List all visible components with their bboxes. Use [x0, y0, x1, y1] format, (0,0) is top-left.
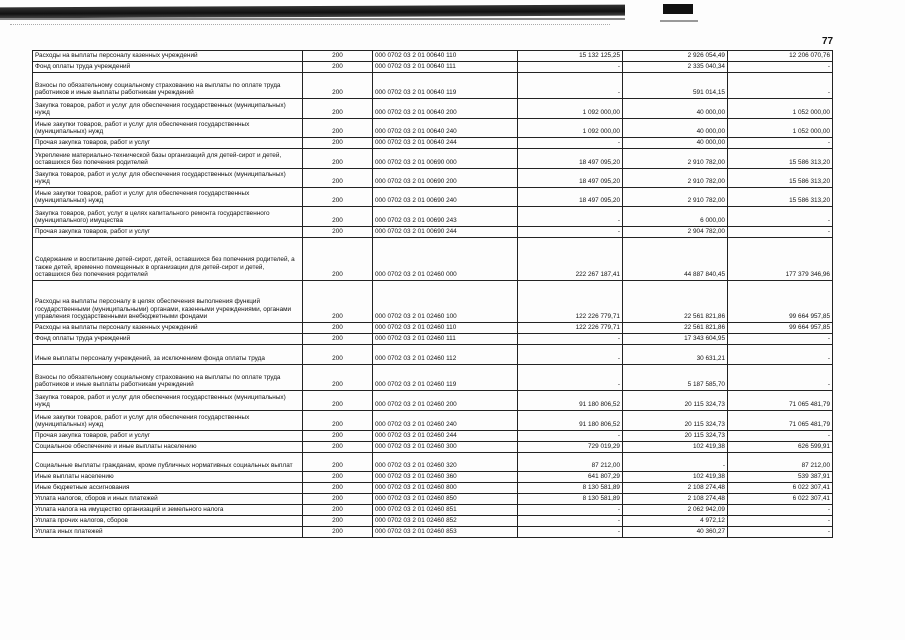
table-row: [33, 442, 833, 453]
row-classification: 000 0702 03 2 01 02460 200: [373, 391, 518, 411]
row-value-1: 222 267 187,41: [518, 238, 623, 281]
row-value-2: 5 187 585,70: [623, 365, 728, 391]
row-name: Уплата прочих налогов, сборов: [33, 516, 303, 527]
row-name: Закупка товаров, работ и услуг для обеспечения государственных (муниципальных) нужд: [33, 391, 303, 411]
table-row: [33, 483, 833, 494]
row-name: Иные закупки товаров, работ и услуг для обеспечения государственных (муниципальных) нужд: [33, 188, 303, 207]
row-value-1: 91 180 806,52: [518, 411, 623, 431]
row-code: 200: [303, 62, 373, 73]
row-name: Иные закупки товаров, работ и услуг для обеспечения государственных (муниципальных) нужд: [33, 411, 303, 431]
row-code: 200: [303, 527, 373, 538]
page-number: 77: [822, 36, 834, 47]
row-value-2: 2 910 782,00: [623, 169, 728, 188]
row-value-3: 15 586 313,20: [728, 149, 833, 169]
row-classification: 000 0702 03 2 01 00640 119: [373, 73, 518, 99]
row-classification: 000 0702 03 2 01 02460 320: [373, 453, 518, 472]
row-value-2: 6 000,00: [623, 207, 728, 227]
row-code: 200: [303, 516, 373, 527]
row-value-3: -: [728, 527, 833, 538]
row-name: Социальные выплаты гражданам, кроме публичных нормативных социальных выплат: [33, 453, 303, 472]
table-row: [33, 527, 833, 538]
row-classification: 000 0702 03 2 01 02460 300: [373, 442, 518, 453]
row-classification: 000 0702 03 2 01 00690 244: [373, 227, 518, 238]
row-value-3: 12 206 070,76: [728, 51, 833, 62]
row-classification: 000 0702 03 2 01 02460 119: [373, 365, 518, 391]
scan-artifact-block: [663, 4, 693, 14]
table-row: [33, 411, 833, 431]
row-value-2: 2 108 274,48: [623, 483, 728, 494]
row-value-2: 2 904 782,00: [623, 227, 728, 238]
row-value-1: -: [518, 227, 623, 238]
row-value-1: -: [518, 207, 623, 227]
row-value-1: -: [518, 62, 623, 73]
row-name: Уплата налога на имущество организаций и земельного налога: [33, 505, 303, 516]
row-name: Закупка товаров, работ и услуг для обеспечения государственных (муниципальных) нужд: [33, 169, 303, 188]
row-name: Прочая закупка товаров, работ и услуг: [33, 227, 303, 238]
table-row: [33, 494, 833, 505]
row-value-1: 8 130 581,89: [518, 494, 623, 505]
row-value-2: 30 631,21: [623, 345, 728, 365]
row-code: 200: [303, 238, 373, 281]
table-row: [33, 207, 833, 227]
row-value-3: 1 052 000,00: [728, 119, 833, 138]
row-value-1: -: [518, 334, 623, 345]
row-value-2: 22 561 821,86: [623, 323, 728, 334]
row-value-2: 44 887 840,45: [623, 238, 728, 281]
row-value-1: -: [518, 431, 623, 442]
row-value-3: -: [728, 505, 833, 516]
row-value-2: 591 014,15: [623, 73, 728, 99]
row-value-2: 2 910 782,00: [623, 149, 728, 169]
row-classification: 000 0702 03 2 01 00690 243: [373, 207, 518, 227]
row-value-1: 18 497 095,20: [518, 188, 623, 207]
row-classification: 000 0702 03 2 01 02460 851: [373, 505, 518, 516]
row-value-3: 15 586 313,20: [728, 169, 833, 188]
row-code: 200: [303, 453, 373, 472]
row-value-2: 4 972,12: [623, 516, 728, 527]
row-value-2: 40 360,27: [623, 527, 728, 538]
row-classification: 000 0702 03 2 01 02460 110: [373, 323, 518, 334]
row-value-1: -: [518, 516, 623, 527]
row-name: Закупка товаров, работ и услуг для обеспечения государственных (муниципальных) нужд: [33, 99, 303, 119]
row-code: 200: [303, 431, 373, 442]
row-code: 200: [303, 99, 373, 119]
row-value-2: 40 000,00: [623, 99, 728, 119]
row-value-3: -: [728, 345, 833, 365]
row-value-2: 17 343 604,95: [623, 334, 728, 345]
row-value-1: 87 212,00: [518, 453, 623, 472]
table-row: [33, 334, 833, 345]
table-row: [33, 238, 833, 281]
table-row: [33, 365, 833, 391]
row-value-1: 729 019,29: [518, 442, 623, 453]
row-name: Расходы на выплаты персоналу казенных учреждений: [33, 323, 303, 334]
row-value-1: 18 497 095,20: [518, 169, 623, 188]
row-classification: 000 0702 03 2 01 00640 110: [373, 51, 518, 62]
row-code: 200: [303, 323, 373, 334]
row-name: Фонд оплаты труда учреждений: [33, 334, 303, 345]
expense-table: [32, 50, 833, 538]
row-value-1: -: [518, 527, 623, 538]
row-value-3: 1 052 000,00: [728, 99, 833, 119]
row-value-2: 2 910 782,00: [623, 188, 728, 207]
row-code: 200: [303, 505, 373, 516]
table-row: [33, 138, 833, 149]
row-name: Иные выплаты населению: [33, 472, 303, 483]
row-value-3: 99 664 957,85: [728, 281, 833, 323]
row-code: 200: [303, 345, 373, 365]
row-classification: 000 0702 03 2 01 00690 240: [373, 188, 518, 207]
table-row: [33, 73, 833, 99]
row-value-2: 102 419,38: [623, 472, 728, 483]
row-value-3: 6 022 307,41: [728, 483, 833, 494]
table-row: [33, 281, 833, 323]
row-code: 200: [303, 334, 373, 345]
row-classification: 000 0702 03 2 01 00640 240: [373, 119, 518, 138]
row-value-3: -: [728, 516, 833, 527]
row-classification: 000 0702 03 2 01 02460 111: [373, 334, 518, 345]
row-value-2: -: [623, 453, 728, 472]
row-value-2: 2 335 040,34: [623, 62, 728, 73]
row-value-3: 71 065 481,79: [728, 411, 833, 431]
row-value-1: 641 807,29: [518, 472, 623, 483]
row-value-1: -: [518, 345, 623, 365]
row-value-1: -: [518, 365, 623, 391]
table-row: [33, 51, 833, 62]
row-classification: 000 0702 03 2 01 02460 800: [373, 483, 518, 494]
table-row: [33, 149, 833, 169]
row-code: 200: [303, 138, 373, 149]
row-name: Прочая закупка товаров, работ и услуг: [33, 431, 303, 442]
row-classification: 000 0702 03 2 01 00640 111: [373, 62, 518, 73]
scan-artifact-dash: [660, 20, 698, 22]
table-row: [33, 505, 833, 516]
table-row: [33, 453, 833, 472]
row-classification: 000 0702 03 2 01 00640 244: [373, 138, 518, 149]
row-code: 200: [303, 149, 373, 169]
table-row: [33, 391, 833, 411]
row-value-2: 2 062 942,09: [623, 505, 728, 516]
row-classification: 000 0702 03 2 01 02460 240: [373, 411, 518, 431]
table-row: [33, 188, 833, 207]
row-name: Расходы на выплаты персоналу казенных учреждений: [33, 51, 303, 62]
table-row: [33, 472, 833, 483]
row-code: 200: [303, 442, 373, 453]
row-value-2: 20 115 324,73: [623, 391, 728, 411]
row-name: Уплата налогов, сборов и иных платежей: [33, 494, 303, 505]
row-name: Иные выплаты персоналу учреждений, за исключением фонда оплаты труда: [33, 345, 303, 365]
row-name: Расходы на выплаты персоналу в целях обеспечения выполнения функций государственными (муниципальными) органами, казенными учреждениями, органами управления государственными внебюджетными фондами: [33, 281, 303, 323]
row-value-3: 71 065 481,79: [728, 391, 833, 411]
table-row: [33, 99, 833, 119]
row-name: Иные закупки товаров, работ и услуг для обеспечения государственных (муниципальных) нужд: [33, 119, 303, 138]
row-value-2: 20 115 324,73: [623, 411, 728, 431]
row-value-3: -: [728, 73, 833, 99]
row-code: 200: [303, 51, 373, 62]
row-code: 200: [303, 472, 373, 483]
row-value-3: -: [728, 334, 833, 345]
row-value-2: 102 419,38: [623, 442, 728, 453]
row-name: Закупка товаров, работ, услуг в целях капитального ремонта государственного (муниципального) имущества: [33, 207, 303, 227]
row-value-3: -: [728, 365, 833, 391]
row-code: 200: [303, 207, 373, 227]
row-value-3: 87 212,00: [728, 453, 833, 472]
row-code: 200: [303, 227, 373, 238]
row-value-3: -: [728, 138, 833, 149]
row-name: Прочая закупка товаров, работ и услуг: [33, 138, 303, 149]
row-value-2: 20 115 324,73: [623, 431, 728, 442]
row-value-1: 15 132 125,25: [518, 51, 623, 62]
row-code: 200: [303, 169, 373, 188]
row-value-1: 122 226 779,71: [518, 281, 623, 323]
row-value-2: 40 000,00: [623, 119, 728, 138]
expense-table-body: [33, 51, 833, 538]
row-classification: 000 0702 03 2 01 02460 852: [373, 516, 518, 527]
row-name: Взносы по обязательному социальному страхованию на выплаты по оплате труда работников и иные выплаты работникам учреждений: [33, 73, 303, 99]
row-code: 200: [303, 281, 373, 323]
row-code: 200: [303, 391, 373, 411]
row-value-1: 1 092 000,00: [518, 119, 623, 138]
row-classification: 000 0702 03 2 01 02460 000: [373, 238, 518, 281]
row-classification: 000 0702 03 2 01 00690 000: [373, 149, 518, 169]
row-code: 200: [303, 73, 373, 99]
row-classification: 000 0702 03 2 01 02460 360: [373, 472, 518, 483]
row-name: Уплата иных платежей: [33, 527, 303, 538]
row-value-3: -: [728, 431, 833, 442]
row-value-1: 18 497 095,20: [518, 149, 623, 169]
row-value-1: 122 226 779,71: [518, 323, 623, 334]
row-classification: 000 0702 03 2 01 02460 112: [373, 345, 518, 365]
row-value-3: 539 387,91: [728, 472, 833, 483]
row-value-2: 40 000,00: [623, 138, 728, 149]
row-name: Содержание и воспитание детей-сирот, детей, оставшихся без попечения родителей, а также детей, временно помещенных в организации для детей-сирот и детей, оставшихся без попечения родителей: [33, 238, 303, 281]
scan-artifact-line: [0, 18, 625, 20]
row-code: 200: [303, 494, 373, 505]
row-value-3: -: [728, 207, 833, 227]
row-name: Социальное обеспечение и иные выплаты населению: [33, 442, 303, 453]
row-value-1: 8 130 581,89: [518, 483, 623, 494]
table-row: [33, 431, 833, 442]
row-classification: 000 0702 03 2 01 00640 200: [373, 99, 518, 119]
row-name: Иные бюджетные ассигнования: [33, 483, 303, 494]
row-value-3: 15 586 313,20: [728, 188, 833, 207]
table-row: [33, 227, 833, 238]
row-value-1: -: [518, 138, 623, 149]
row-value-3: -: [728, 227, 833, 238]
row-classification: 000 0702 03 2 01 02460 850: [373, 494, 518, 505]
row-name: Взносы по обязательному социальному страхованию на выплаты по оплате труда работников и иные выплаты работникам учреждений: [33, 365, 303, 391]
table-row: [33, 119, 833, 138]
row-value-3: 6 022 307,41: [728, 494, 833, 505]
row-value-1: 1 092 000,00: [518, 99, 623, 119]
row-classification: 000 0702 03 2 01 00690 200: [373, 169, 518, 188]
row-classification: 000 0702 03 2 01 02460 100: [373, 281, 518, 323]
row-value-3: -: [728, 62, 833, 73]
scan-artifact-dots: [10, 24, 610, 26]
row-value-1: 91 180 806,52: [518, 391, 623, 411]
table-row: [33, 169, 833, 188]
table-row: [33, 345, 833, 365]
row-code: 200: [303, 119, 373, 138]
row-value-3: 626 599,91: [728, 442, 833, 453]
table-row: [33, 516, 833, 527]
row-value-2: 22 561 821,86: [623, 281, 728, 323]
row-value-3: 177 379 346,96: [728, 238, 833, 281]
row-value-3: 99 664 957,85: [728, 323, 833, 334]
row-value-2: 2 108 274,48: [623, 494, 728, 505]
row-code: 200: [303, 188, 373, 207]
row-code: 200: [303, 411, 373, 431]
row-code: 200: [303, 365, 373, 391]
row-classification: 000 0702 03 2 01 02460 244: [373, 431, 518, 442]
row-name: Укрепление материально-технической базы организаций для детей-сирот и детей, оставшихся без попечения родителей: [33, 149, 303, 169]
scan-artifact-bar: [0, 5, 625, 19]
table-row: [33, 323, 833, 334]
row-code: 200: [303, 483, 373, 494]
row-value-2: 2 926 054,49: [623, 51, 728, 62]
row-name: Фонд оплаты труда учреждений: [33, 62, 303, 73]
row-value-1: -: [518, 505, 623, 516]
table-row: [33, 62, 833, 73]
row-value-1: -: [518, 73, 623, 99]
row-classification: 000 0702 03 2 01 02460 853: [373, 527, 518, 538]
